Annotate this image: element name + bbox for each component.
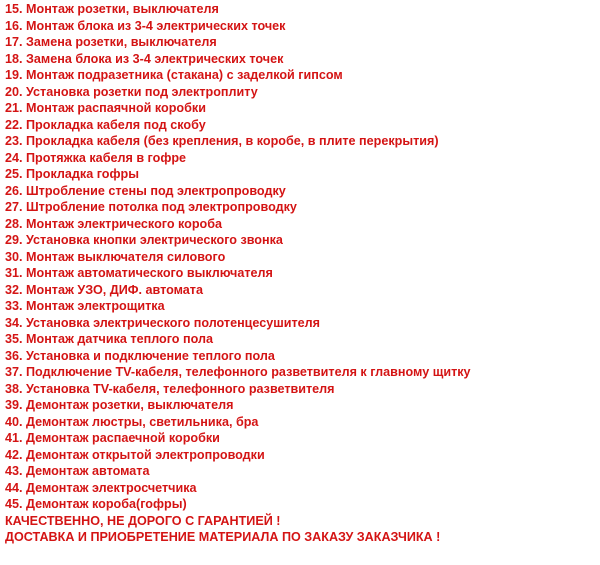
service-item: 37. Подключение TV-кабеля, телефонного разветвителя к главному щитку [5,365,471,379]
delivery-notice-text: ДОСТАВКА И ПРИОБРЕТЕНИЕ МАТЕРИАЛА ПО ЗАКАЗУ ЗАКАЗЧИКА ! [5,530,441,544]
quality-guarantee-text: КАЧЕСТВЕННО, НЕ ДОРОГО С ГАРАНТИЕЙ ! [5,513,281,528]
service-item: 33. Монтаж электрощитка [5,299,165,313]
service-item: 27. Штробление потолка под электропроводку [5,200,297,214]
service-item: 22. Прокладка кабеля под скобу [5,117,206,132]
service-item: 35. Монтаж датчика теплого пола [5,332,213,346]
service-item: 17. Замена розетки, выключателя [5,35,217,49]
service-item: 23. Прокладка кабеля (без крепления, в коробе, в плите перекрытия) [5,134,439,148]
service-item: 16. Монтаж блока из 3-4 электрических точек [5,18,286,33]
service-item: 40. Демонтаж люстры, светильника, бра [5,414,259,429]
service-item: 42. Демонтаж открытой электропроводки [5,447,265,462]
service-item: 34. Установка электрического полотенцесушителя [5,315,321,330]
service-item: 43. Демонтаж автомата [5,464,150,478]
service-list [5,1,597,513]
service-item: 30. Монтаж выключателя силового [5,249,226,264]
service-item: 31. Монтаж автоматического выключателя [5,266,273,280]
service-item: 28. Монтаж электрического короба [5,216,223,231]
service-item: 21. Монтаж распаячной коробки [5,101,206,115]
service-item: 32. Монтаж УЗО, ДИФ. автомата [5,282,203,297]
service-item: 38. Установка TV-кабеля, телефонного разветвителя [5,381,335,396]
service-item: 26. Штробление стены под электропроводку [5,183,286,198]
service-item: 44. Демонтаж электросчетчика [5,480,197,495]
services-document [5,1,597,546]
service-item: 25. Прокладка гофры [5,167,139,181]
service-item: 18. Замена блока из 3-4 электрических точек [5,51,284,66]
service-item: 15. Монтаж розетки, выключателя [5,2,219,16]
service-item: 45. Демонтаж короба(гофры) [5,497,187,511]
service-item: 19. Монтаж подразетника (стакана) с заделкой гипсом [5,68,343,82]
service-item: 41. Демонтаж распаечной коробки [5,431,220,445]
service-item: 39. Демонтаж розетки, выключателя [5,398,234,412]
service-item: 36. Установка и подключение теплого пола [5,348,275,363]
service-item: 29. Установка кнопки электрического звонка [5,233,283,247]
service-item: 24. Протяжка кабеля в гофре [5,150,187,165]
service-item: 20. Установка розетки под электроплиту [5,84,258,99]
